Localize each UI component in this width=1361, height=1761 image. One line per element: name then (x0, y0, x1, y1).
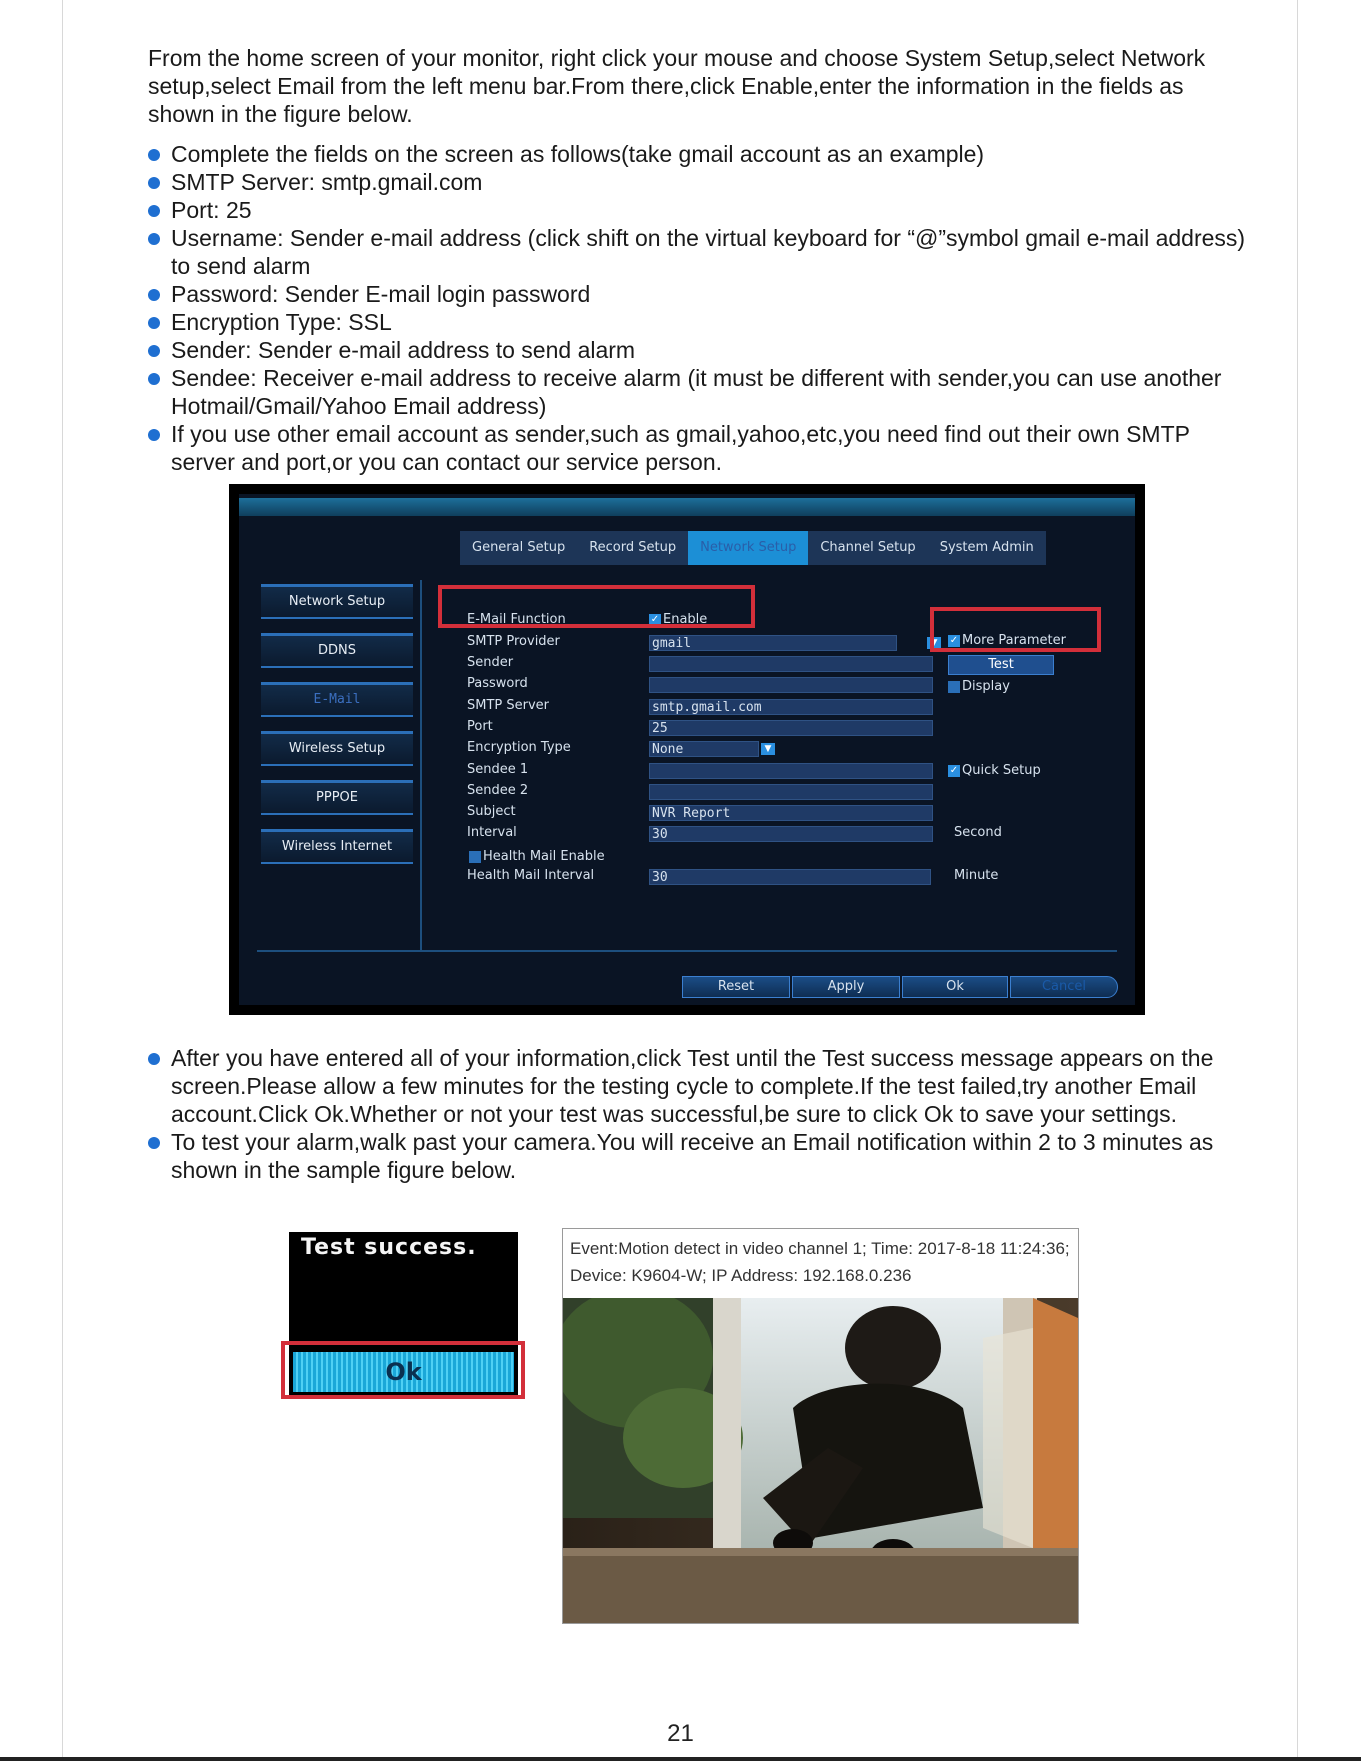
email-event-text: Event:Motion detect in video channel 1; Time: 2017-8-18 11:24:36; Device: K9604-W; IP Address: 192.168.0.236 (570, 1239, 1070, 1285)
chevron-down-icon[interactable]: ▼ (761, 743, 775, 755)
nvr-divider-horizontal (257, 950, 1117, 952)
interval-label: Interval (467, 825, 517, 840)
test-button[interactable]: Test (948, 655, 1054, 675)
tab-general-setup[interactable]: General Setup (472, 540, 566, 555)
quick-setup-checkbox[interactable] (948, 763, 1041, 778)
setup-instructions-list (148, 140, 1258, 476)
sidebar-item-network-setup[interactable]: Network Setup (261, 584, 413, 619)
tab-channel-setup[interactable]: Channel Setup (820, 540, 916, 555)
smtp-provider-select[interactable]: gmail (649, 635, 897, 651)
port-label: Port (467, 719, 493, 734)
checkbox-unchecked-icon (948, 681, 960, 693)
list-item: Password: Sender E-mail login password (148, 280, 1258, 308)
encryption-type-select[interactable]: None (649, 741, 759, 757)
sidebar-item-wireless-setup[interactable]: Wireless Setup (261, 731, 413, 766)
chevron-down-icon[interactable]: ▼ (927, 637, 941, 649)
page-edge-right (1297, 0, 1298, 1761)
highlight-ok-button (281, 1341, 525, 1399)
password-label: Password (467, 676, 528, 691)
more-parameter-label: More Parameter (962, 633, 1066, 648)
interval-input[interactable]: 30 (649, 826, 933, 842)
list-item: Sender: Sender e-mail address to send alarm (148, 336, 1258, 364)
smtp-server-label: SMTP Server (467, 698, 550, 713)
enable-label: Enable (663, 612, 708, 627)
email-notification-sample (562, 1228, 1079, 1624)
subject-label: Subject (467, 804, 516, 819)
checkbox-checked-icon: ✓ (949, 634, 959, 646)
sendee1-label: Sendee 1 (467, 762, 529, 777)
list-item: Sendee: Receiver e-mail address to receive alarm (it must be different with sender,you can use another Hotmail/Gmail/Yahoo Email address) (148, 364, 1258, 420)
tab-network-setup[interactable]: Network Setup (688, 531, 808, 565)
list-item: Port: 25 (148, 196, 1258, 224)
email-function-label: E-Mail Function (467, 612, 566, 627)
test-instructions-list (148, 1044, 1258, 1184)
subject-input[interactable]: NVR Report (649, 805, 933, 821)
interval-unit: Second (954, 825, 1002, 840)
list-item: SMTP Server: smtp.gmail.com (148, 168, 1258, 196)
nvr-title-bar (239, 498, 1135, 516)
popup-ok-button[interactable]: Ok (293, 1352, 514, 1392)
list-item: After you have entered all of your information,click Test until the Test success message appears on the screen.Please allow a few minutes for the testing cycle to complete.If the test failed,try another Email account.Click Ok.Whether or not your test was successful,be sure to click Ok to save your settings. (148, 1044, 1258, 1128)
nvr-tab-bar (460, 531, 1046, 565)
tab-system-admin[interactable]: System Admin (939, 540, 1034, 555)
health-mail-enable-checkbox[interactable] (469, 849, 605, 864)
highlight-email-function (438, 585, 755, 628)
sender-label: Sender (467, 655, 514, 670)
page-number: 21 (667, 1720, 694, 1747)
sidebar-item-ddns[interactable]: DDNS (261, 633, 413, 668)
list-item: Complete the fields on the screen as follows(take gmail account as an example) (148, 140, 1258, 168)
health-mail-interval-input[interactable]: 30 (649, 869, 931, 885)
list-item: If you use other email account as sender,such as gmail,yahoo,etc,you need find out their own SMTP server and port,or you can contact our service person. (148, 420, 1258, 476)
list-item: Username: Sender e-mail address (click shift on the virtual keyboard for “@”symbol gmail e-mail address) to send alarm (148, 224, 1258, 280)
checkbox-checked-icon: ✓ (949, 764, 959, 776)
sendee1-input[interactable] (649, 763, 933, 779)
nvr-divider-vertical (420, 580, 422, 950)
quick-setup-label: Quick Setup (962, 763, 1041, 778)
smtp-provider-label: SMTP Provider (467, 634, 560, 649)
health-mail-interval-unit: Minute (954, 868, 999, 883)
snapshot-image (563, 1298, 1078, 1623)
sidebar-item-pppoe[interactable]: PPPOE (261, 780, 413, 815)
encryption-type-label: Encryption Type (467, 740, 571, 755)
sidebar-item-wireless-internet[interactable]: Wireless Internet (261, 829, 413, 864)
nvr-email-settings-screenshot (229, 484, 1145, 1015)
display-label: Display (962, 679, 1010, 694)
port-input[interactable]: 25 (649, 720, 933, 736)
cancel-button[interactable]: Cancel (1010, 976, 1118, 998)
list-item: Encryption Type: SSL (148, 308, 1258, 336)
reset-button[interactable]: Reset (682, 976, 790, 998)
list-item: To test your alarm,walk past your camera.You will receive an Email notification within 2 to 3 minutes as shown in the sample figure below. (148, 1128, 1258, 1184)
sidebar-item-email[interactable]: E-Mail (261, 682, 413, 717)
password-input[interactable] (649, 677, 933, 693)
sendee2-input[interactable] (649, 784, 933, 800)
tab-record-setup[interactable]: Record Setup (589, 540, 677, 555)
smtp-server-input[interactable]: smtp.gmail.com (649, 699, 933, 715)
health-mail-enable-label: Health Mail Enable (483, 849, 605, 864)
test-success-message: Test success. (301, 1235, 477, 1260)
intruder-snapshot-illustration (563, 1298, 1078, 1623)
apply-button[interactable]: Apply (792, 976, 900, 998)
checkbox-unchecked-icon (469, 851, 481, 863)
nvr-sidebar (261, 584, 413, 878)
highlight-more-parameter (930, 607, 1101, 652)
intro-paragraph: From the home screen of your monitor, right click your mouse and choose System Setup,select Network setup,select Email from the left menu bar.From there,click Enable,enter the information in the fields as shown in the figure below. (148, 45, 1206, 127)
checkbox-checked-icon: ✓ (650, 613, 660, 625)
health-mail-interval-label: Health Mail Interval (467, 868, 595, 883)
page-bottom-rule (0, 1757, 1361, 1761)
ok-button[interactable]: Ok (902, 976, 1008, 998)
display-checkbox[interactable] (948, 679, 1010, 694)
page-edge-left (62, 0, 63, 1761)
sendee2-label: Sendee 2 (467, 783, 529, 798)
sender-input[interactable] (649, 656, 933, 672)
